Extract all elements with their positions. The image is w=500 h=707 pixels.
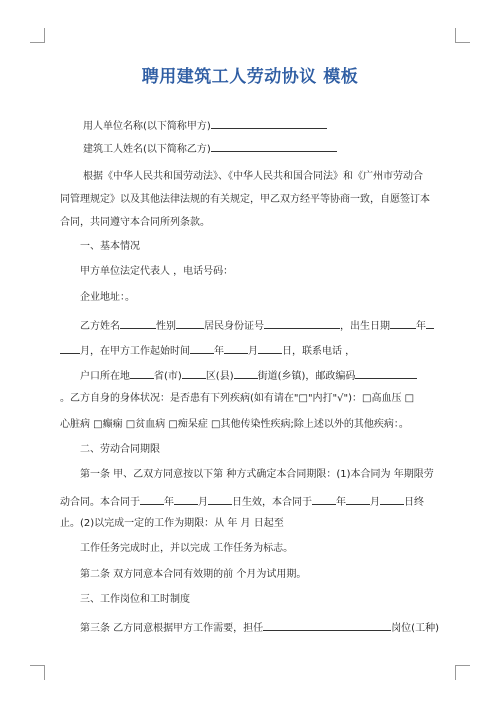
crop-mark-bottom-right	[455, 665, 470, 680]
start-month-blank	[224, 343, 248, 354]
section-1-heading: 一、基本情况	[80, 241, 140, 252]
position-label: 第三条 乙方同意根据甲方工作需要，担任	[80, 623, 264, 634]
phone-label: 日，联系电话 ，	[282, 346, 356, 357]
document-title: 聘用建筑工人劳动协议 模板	[141, 67, 359, 87]
contract-start-label: 动合同。本合同于	[60, 497, 140, 508]
preamble-line-1: 根据《中华人民共和国劳动法》、《中华人民共和国合同法》和《广州市劳动合	[83, 171, 423, 182]
district-label: 区(县)	[205, 371, 234, 382]
birth-month-blank	[426, 318, 434, 329]
start-month-label: 月	[248, 346, 258, 357]
contract-end-day-blank	[380, 494, 404, 505]
contract-start-year-blank	[140, 494, 164, 505]
contract-start-year-label: 年	[164, 497, 174, 508]
contract-end-month-blank	[346, 494, 370, 505]
birth-year-blank	[390, 318, 416, 329]
worker-name-field-label: 乙方姓名	[80, 321, 120, 332]
contract-start-month-label: 月	[198, 497, 208, 508]
employer-representative-line: 甲方单位法定代表人 ，电话号码：	[80, 266, 234, 277]
contract-start-month-blank	[174, 494, 198, 505]
position-blank	[263, 620, 391, 631]
article-1-line-3: 止。(2)以完成一定的工作为期限：从 年 月 日起至	[60, 518, 284, 529]
employer-name-label: 用人单位名称(以下简称甲方)	[83, 121, 211, 132]
article-3-line	[80, 620, 439, 635]
contract-end-year-blank	[312, 494, 336, 505]
employer-name-blank	[211, 118, 327, 129]
article-1-line-1: 第一条 甲、乙双方同意按以下第 种方式确定本合同期限：(1)本合同为 年期限劳	[80, 469, 434, 480]
street-blank	[234, 368, 258, 379]
birth-month-continued-blank	[60, 343, 80, 354]
crop-mark-top-right	[455, 28, 470, 43]
start-date-label: 月，在甲方工作起始时间	[80, 346, 190, 357]
contract-end-label: 日生效，本合同于	[232, 497, 312, 508]
province-blank	[130, 368, 154, 379]
preamble-line-2: 同管理规定》以及其他法律法规的有关规定，甲乙双方经平等协商一致，自愿签订本	[60, 194, 430, 205]
worker-name-blank	[211, 141, 337, 152]
worker-info-line-1	[80, 318, 434, 333]
district-blank	[182, 368, 206, 379]
contract-end-day-label: 日终	[404, 497, 424, 508]
province-label: 省(市)	[154, 371, 182, 382]
position-suffix-label: 岗位(工种)	[391, 623, 439, 634]
contract-start-day-blank	[208, 494, 232, 505]
household-label: 户口所在地	[80, 371, 130, 382]
start-day-blank	[258, 343, 282, 354]
company-address-line: 企业地址：。	[80, 292, 135, 303]
crop-mark-top-left	[30, 28, 45, 43]
worker-name-line	[83, 141, 337, 156]
contract-end-month-label: 月	[370, 497, 380, 508]
gender-blank	[176, 318, 204, 329]
preamble-line-3: 合同，共同遵守本合同所列条款。	[60, 217, 210, 228]
worker-name-label: 建筑工人姓名(以下简称乙方)	[83, 144, 211, 155]
id-number-label: 居民身份证号	[204, 321, 264, 332]
article-1-line-2	[60, 494, 424, 509]
start-year-blank	[190, 343, 214, 354]
id-number-blank	[264, 318, 340, 329]
article-1-line-4: 工作任务完成时止，并以完成 工作任务为标志。	[80, 543, 294, 554]
start-year-label: 年	[214, 346, 224, 357]
birth-date-label: ，出生日期	[340, 321, 390, 332]
household-registration-line	[80, 368, 417, 383]
section-3-heading: 三、工作岗位和工时制度	[80, 594, 190, 605]
postal-code-blank	[355, 368, 417, 379]
section-2-heading: 二、劳动合同期限	[80, 444, 160, 455]
employer-name-line	[83, 118, 327, 133]
postal-code-label: 街道(乡镇)，邮政编码	[257, 371, 356, 382]
crop-mark-bottom-left	[30, 665, 45, 680]
health-status-line-1: 。乙方自身的身体状况：是否患有下列疾病(如有请在"□"内打"√")：□高血压 □	[60, 393, 415, 404]
health-status-line-2: 心脏病 □癫痫 □贫血病 □痴呆症 □其他传染性疾病;除上述以外的其他疾病：。	[60, 419, 409, 430]
article-2-line: 第二条 双方同意本合同有效期的前 个月为试用期。	[80, 569, 307, 580]
birth-year-label: 年	[416, 321, 426, 332]
gender-label: 性别	[156, 321, 176, 332]
worker-info-line-2	[60, 343, 355, 358]
contract-end-year-label: 年	[336, 497, 346, 508]
worker-name-field-blank	[120, 318, 156, 329]
